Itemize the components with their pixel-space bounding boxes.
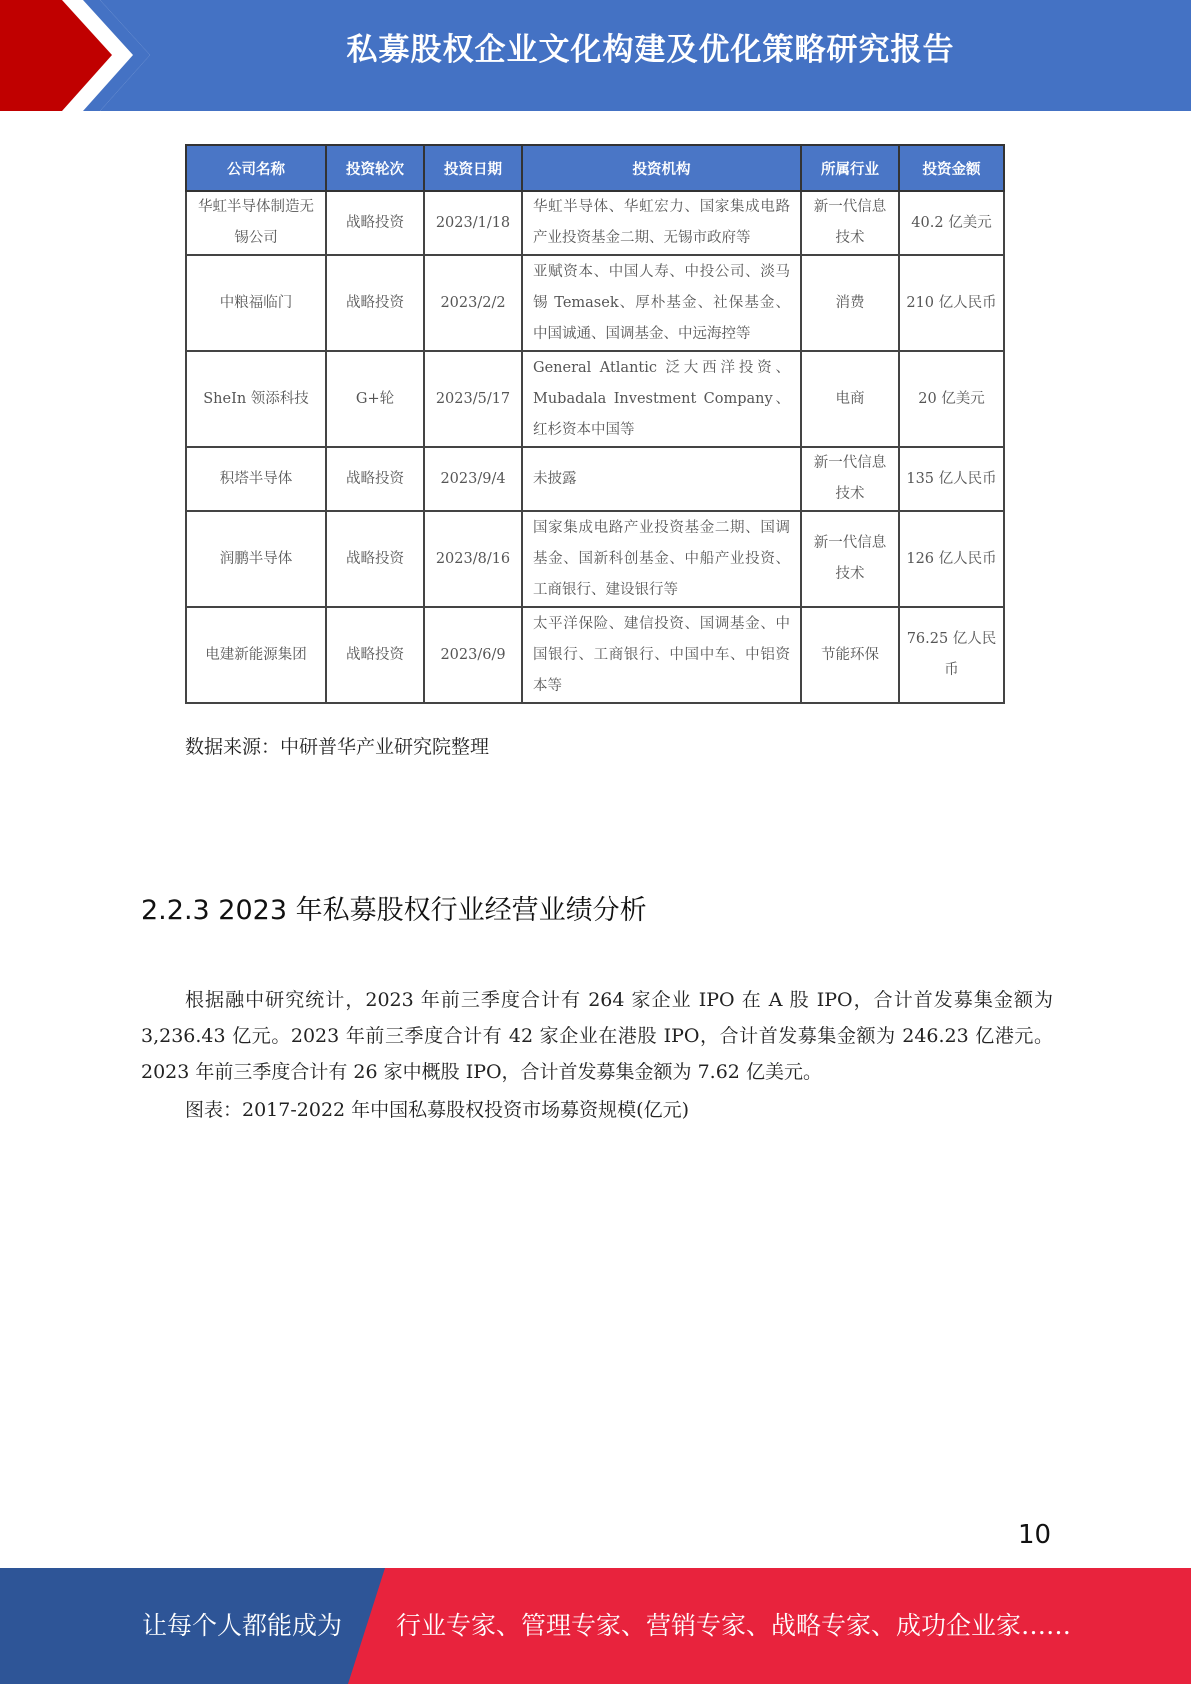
industry-cell: 新一代信息技术 (801, 447, 899, 511)
table-row (186, 255, 1004, 351)
investors-cell: 未披露 (522, 447, 801, 511)
table-row (186, 447, 1004, 511)
round-cell: 战略投资 (326, 447, 424, 511)
industry-cell: 电商 (801, 351, 899, 447)
round-cell: 战略投资 (326, 511, 424, 607)
date-cell: 2023/1/18 (424, 191, 522, 255)
date-cell: 2023/6/9 (424, 607, 522, 703)
amount-cell: 20 亿美元 (899, 351, 1004, 447)
amount-cell: 126 亿人民币 (899, 511, 1004, 607)
column-header: 投资机构 (522, 145, 801, 191)
page-number: 10 (1018, 1520, 1052, 1550)
investors-cell: 太平洋保险、建信投资、国调基金、中国银行、工商银行、中国中车、中铝资本等 (522, 607, 801, 703)
round-cell: 战略投资 (326, 191, 424, 255)
date-cell: 2023/9/4 (424, 447, 522, 511)
company-cell: 华虹半导体制造无锡公司 (186, 191, 326, 255)
figure-caption: 图表：2017-2022 年中国私募股权投资市场募资规模(亿元) (185, 1099, 689, 1121)
report-footer (0, 1568, 1191, 1684)
footer-slogan-left: 让每个人都能成为 (142, 1611, 343, 1640)
column-header: 投资轮次 (326, 145, 424, 191)
header-arrow-decoration (0, 0, 150, 111)
round-cell: 战略投资 (326, 607, 424, 703)
column-header: 投资日期 (424, 145, 522, 191)
date-cell: 2023/8/16 (424, 511, 522, 607)
investors-cell: General Atlantic 泛大西洋投资、Mubadala Investment Company、红杉资本中国等 (522, 351, 801, 447)
industry-cell: 新一代信息技术 (801, 511, 899, 607)
amount-cell: 76.25 亿人民币 (899, 607, 1004, 703)
report-header (0, 0, 1191, 111)
table-row (186, 511, 1004, 607)
date-cell: 2023/5/17 (424, 351, 522, 447)
data-source-note: 数据来源：中研普华产业研究院整理 (185, 736, 490, 758)
company-cell: 积塔半导体 (186, 447, 326, 511)
round-cell: 战略投资 (326, 255, 424, 351)
table-header-row (186, 145, 1004, 191)
report-title: 私募股权企业文化构建及优化策略研究报告 (346, 32, 955, 68)
amount-cell: 135 亿人民币 (899, 447, 1004, 511)
table-row (186, 607, 1004, 703)
investors-cell: 华虹半导体、华虹宏力、国家集成电路产业投资基金二期、无锡市政府等 (522, 191, 801, 255)
investors-cell: 亚赋资本、中国人寿、中投公司、淡马锡 Temasek、厚朴基金、社保基金、中国诚通、国调基金、中远海控等 (522, 255, 801, 351)
table-row (186, 191, 1004, 255)
footer-slogan-right: 行业专家、管理专家、营销专家、战略专家、成功企业家…… (396, 1611, 1072, 1640)
company-cell: SheIn 领添科技 (186, 351, 326, 447)
industry-cell: 消费 (801, 255, 899, 351)
company-cell: 中粮福临门 (186, 255, 326, 351)
column-header: 投资金额 (899, 145, 1004, 191)
column-header: 所属行业 (801, 145, 899, 191)
amount-cell: 210 亿人民币 (899, 255, 1004, 351)
investors-cell: 国家集成电路产业投资基金二期、国调基金、国新科创基金、中船产业投资、工商银行、建设银行等 (522, 511, 801, 607)
body-paragraph: 根据融中研究统计，2023 年前三季度合计有 264 家企业 IPO 在 A 股 IPO，合计首发募集金额为 3,236.43 亿元。2023 年前三季度合计有 42 家企业在港股 IPO，合计首发募集金额为 246.23 亿港元。2023 年前三季度合计有 26 家中概股 IPO，合计首发募集金额为 7.62 亿美元。 (141, 989, 1053, 1083)
amount-cell: 40.2 亿美元 (899, 191, 1004, 255)
round-cell: G+轮 (326, 351, 424, 447)
company-cell: 润鹏半导体 (186, 511, 326, 607)
column-header: 公司名称 (186, 145, 326, 191)
investment-table (185, 144, 1005, 704)
section-heading: 2.2.3 2023 年私募股权行业经营业绩分析 (141, 895, 647, 926)
date-cell: 2023/2/2 (424, 255, 522, 351)
industry-cell: 节能环保 (801, 607, 899, 703)
company-cell: 电建新能源集团 (186, 607, 326, 703)
investment-table-figure (185, 144, 1003, 704)
table-row (186, 351, 1004, 447)
industry-cell: 新一代信息技术 (801, 191, 899, 255)
